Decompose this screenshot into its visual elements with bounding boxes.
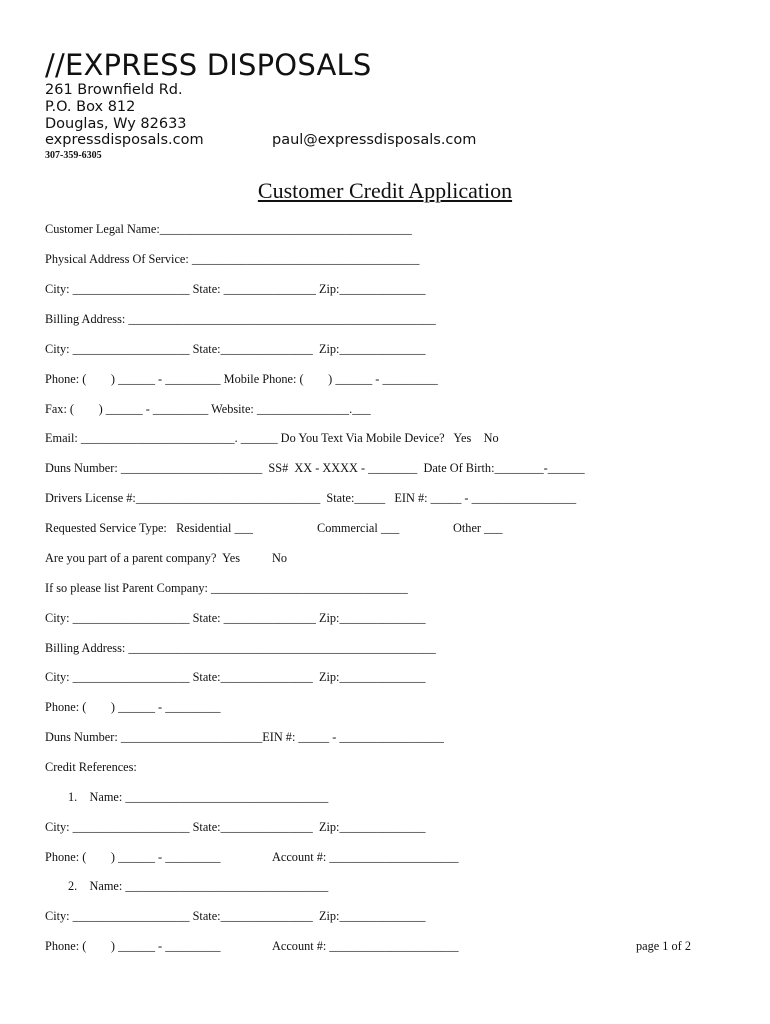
reference-2-phone-field[interactable]: Phone: ( ) ______ - _________ [45,939,221,953]
drivers-license-ein-field[interactable]: Drivers License #:______________________________ State:_____ EIN #: _____ - _________________ [45,491,577,505]
address-po-box: P.O. Box 812 [45,99,136,115]
company-phone: 307-359-6305 [45,150,102,161]
parent-billing-city-state-zip-field[interactable]: City: ___________________ State:_______________ Zip:______________ [45,670,426,684]
legal-name-field[interactable]: Customer Legal Name:_________________________________________ [45,222,412,236]
credit-references-label: Credit References: [45,760,137,774]
reference-2-phone-account-row [45,939,605,999]
address-city-state-zip: Douglas, Wy 82633 [45,116,187,132]
company-name: //EXPRESS DISPOSALS [45,48,372,82]
service-type-other[interactable]: Other ___ [453,521,503,535]
parent-company-name-field[interactable]: If so please list Parent Company: ________________________________ [45,581,408,595]
reference-2-name-field[interactable]: 2. Name: _________________________________ [68,879,329,893]
company-website: expressdisposals.com [45,132,204,148]
parent-city-state-zip-field[interactable]: City: ___________________ State: _______________ Zip:______________ [45,611,426,625]
billing-address-field[interactable]: Billing Address: __________________________________________________ [45,312,436,326]
city-state-zip-field[interactable]: City: ___________________ State: _______________ Zip:______________ [45,282,426,296]
document-title: Customer Credit Application [257,178,513,203]
page-number: page 1 of 2 [636,939,691,953]
duns-ss-dob-field[interactable]: Duns Number: _______________________ SS# XX - XXXX - ________ Date Of Birth:________-______ [45,461,585,475]
parent-company-question[interactable]: Are you part of a parent company? Yes [45,551,240,565]
service-type-commercial[interactable]: Commercial ___ [317,521,400,535]
parent-company-no[interactable]: No [272,551,288,565]
reference-2-city-state-zip-field[interactable]: City: ___________________ State:_______________ Zip:______________ [45,909,426,923]
email-text-field[interactable]: Email: _________________________. ______ Do You Text Via Mobile Device? Yes No [45,431,499,445]
physical-address-field[interactable]: Physical Address Of Service: _____________________________________ [45,252,420,266]
reference-1-account-field[interactable]: Account #: _____________________ [272,850,459,864]
parent-phone-field[interactable]: Phone: ( ) ______ - _________ [45,700,221,714]
reference-1-name-field[interactable]: 1. Name: _________________________________ [68,790,329,804]
reference-1-city-state-zip-field[interactable]: City: ___________________ State:_______________ Zip:______________ [45,820,426,834]
reference-1-phone-field[interactable]: Phone: ( ) ______ - _________ [45,850,221,864]
fax-website-field[interactable]: Fax: ( ) ______ - _________ Website: _______________.___ [45,402,371,416]
parent-duns-ein-field[interactable]: Duns Number: _______________________EIN #: _____ - _________________ [45,730,444,744]
parent-billing-address-field[interactable]: Billing Address: __________________________________________________ [45,641,436,655]
company-email: paul@expressdisposals.com [272,132,477,148]
phone-mobile-field[interactable]: Phone: ( ) ______ - _________ Mobile Phone: ( ) ______ - _________ [45,372,438,386]
reference-2-account-field[interactable]: Account #: _____________________ [272,939,459,953]
billing-city-state-zip-field[interactable]: City: ___________________ State:_______________ Zip:______________ [45,342,426,356]
address-street: 261 Brownfield Rd. [45,82,183,98]
service-type-residential[interactable]: Requested Service Type: Residential ___ [45,521,253,535]
